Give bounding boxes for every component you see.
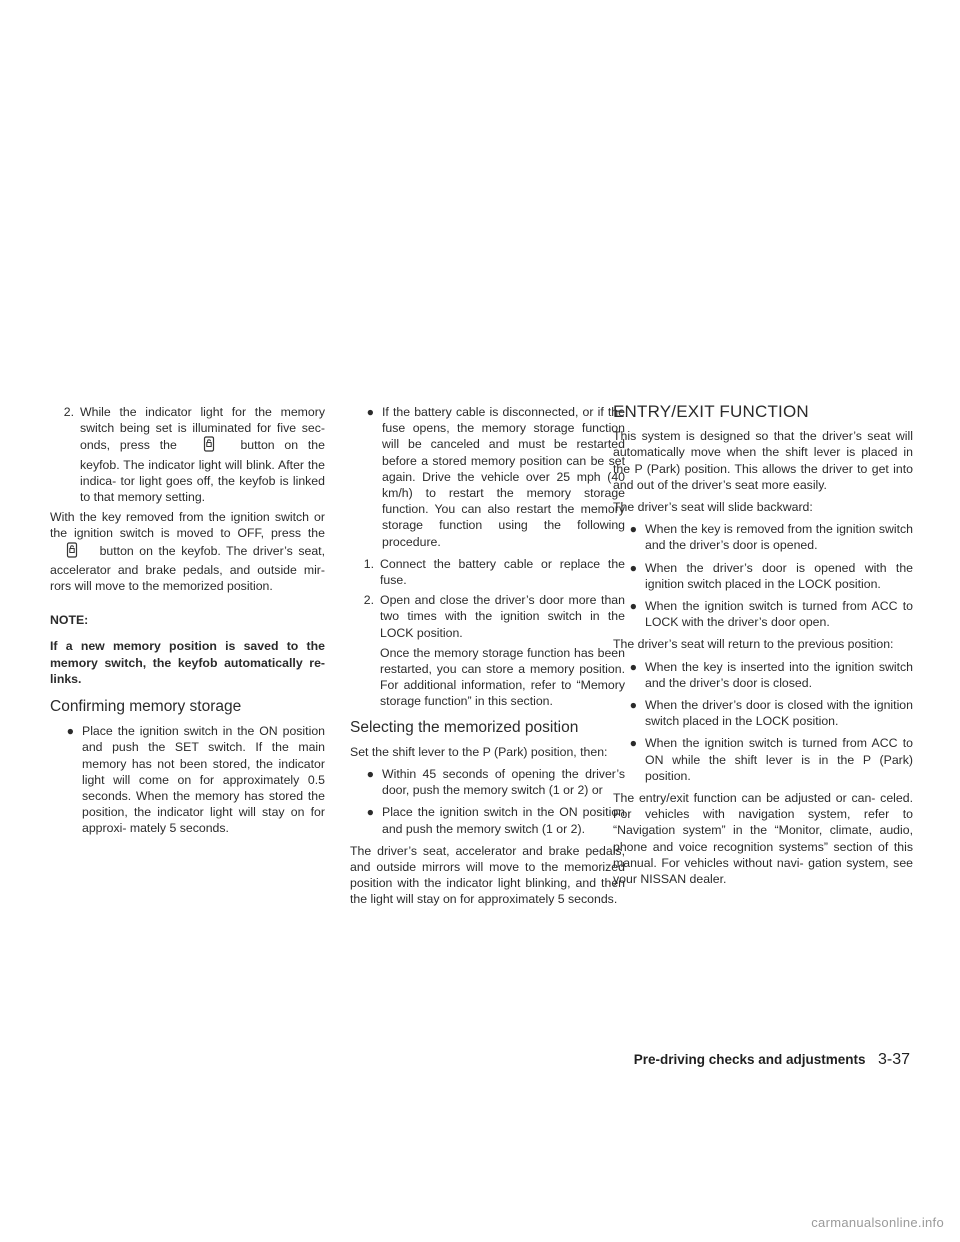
confirm-heading: Confirming memory storage [50,698,242,716]
section-heading: ENTRY/EXIT FUNCTION [613,402,809,421]
bullet-icon: ● [366,405,374,419]
step-2-keyfob-link [50,404,325,505]
bullet-icon: ● [629,659,637,674]
list-item: ● Place the ignition switch in the ON position and push the SET switch. If the main memory has not been stored, the indicator light will come on for approximately 0.5 seconds. When the memory has stored the position, the indicator light will stay on for approxi- mately 5 seconds. [50,723,325,836]
page-number: 3-37 [877,1051,910,1068]
step-text-start: While the indicator light for the memory switch being set is illuminated for five sec- onds, press the [80,405,325,453]
unlock-key-icon [187,436,231,456]
list-item: ● Within 45 seconds of opening the driver’s door, push the memory switch (1 or 2) or [350,766,625,798]
list-item: ● When the driver’s door is closed with the ignition switch placed in the LOCK position. [613,697,913,729]
bullet-icon: ● [629,736,637,751]
list-item: ● When the key is inserted into the ignition switch and the driver’s door is closed. [613,659,913,691]
list-item: ● When the driver’s door is opened with the ignition switch placed in the LOCK position. [613,560,913,592]
bullet-icon: ● [629,522,637,537]
entry-exit-outro: The entry/exit function can be adjusted or can- celed. For vehicles with navigation system, refer to “Navigation system” in the “Monitor, climate, audio, phone and voice recognition systems” section of this manual. For vehicles without navi- gation system, see your NISSAN dealer. [613,791,913,887]
select-heading: Selecting the memorized position [350,718,579,736]
entry-exit-intro: This system is designed so that the driver’s seat will automatically move when the shift lever is placed in the P (Park) position. This allows the driver to get into and out of the driver’s seat more easily. [613,429,913,492]
backward-intro: The driver’s seat will slide backward: [613,500,813,515]
list-item: ● When the key is removed from the ignition switch and the driver’s door is opened. [613,521,913,553]
bullet-icon: ● [629,560,637,575]
note-body: If a new memory position is saved to the memory switch, the keyfob automatically re-links. [50,639,325,686]
page-footer [0,1051,910,1069]
note-label: NOTE: [50,613,89,628]
recall-text-end: button on the keyfob. The driver’s seat, accelerator and brake pedals, and outside mir- rors will move to the memorized position. [50,543,325,594]
step-text-end: button on the keyfob. The indicator light will blink. After the indica- tor light goes off, the keyfob is linked to that memory setting. [80,438,325,505]
step-2-follow: Once the memory storage function has been restarted, you can store a memory position. For additional information, refer to “Memory storage function” in this section. [380,645,625,709]
column-middle [350,404,625,908]
step-1: 1. Connect the battery cable or replace the fuse. [363,556,625,588]
section-title: Pre-driving checks and adjustments [633,1052,866,1067]
step-number: 2. [63,405,74,419]
column-left [50,404,325,843]
step-2: 2. Open and close the driver’s door more than two times with the ignition switch in the LOCK position. [363,593,625,640]
bullet-icon: ● [366,767,374,782]
select-outro: The driver’s seat, accelerator and brake pedals, and outside mirrors will move to the memorized position with the indicator light blinking, and then the light will stay on for approximately 5 seconds. [350,843,625,907]
list-item: ● If the battery cable is disconnected, or if the fuse opens, the memory storage function will be canceled and must be restarted before a stored memory position can be set again. Drive the vehicle over 25 mph (40 km/h) to restart the memory storage function. You can also restart the memory storage function using the following procedure. [350,404,625,550]
recall-paragraph [50,509,325,594]
bullet-icon: ● [629,698,637,713]
watermark: carmanualsonline.info [811,1215,944,1230]
bullet-icon: ● [366,805,374,820]
unlock-key-icon [50,542,94,562]
list-item: ● When the ignition switch is turned from ACC to ON while the shift lever is in the P (Park) position. [613,735,913,784]
recall-text-start: With the key removed from the ignition switch or the ignition switch is moved to OFF, press the [50,510,325,541]
column-right [613,404,913,887]
select-intro: Set the shift lever to the P (Park) position, then: [350,744,608,759]
list-item: ● Place the ignition switch in the ON position and push the memory switch (1 or 2). [350,804,625,836]
bullet-icon: ● [66,724,74,739]
return-intro: The driver’s seat will return to the previous position: [613,637,894,652]
bullet-icon: ● [629,599,637,614]
list-item: ● When the ignition switch is turned from ACC to LOCK with the driver’s door open. [613,598,913,630]
